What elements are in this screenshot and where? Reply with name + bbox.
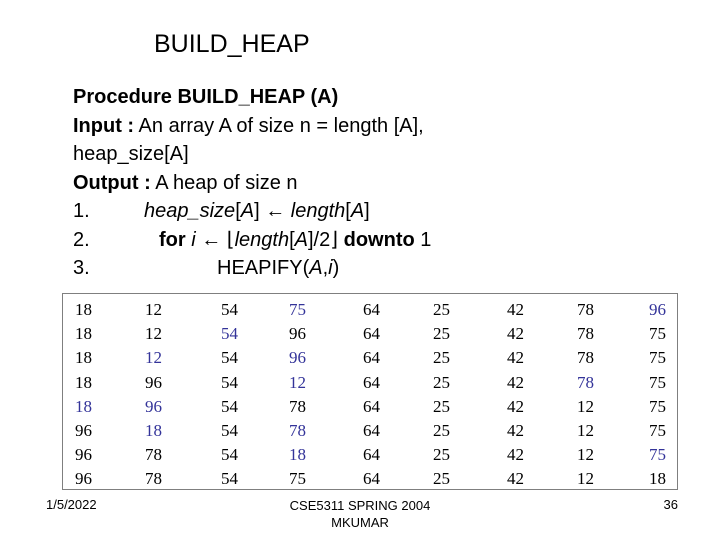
table-cell: 54	[221, 348, 238, 368]
table-cell: 54	[221, 300, 238, 319]
table-cell: 54	[221, 421, 238, 440]
table-cell: 75	[289, 300, 306, 319]
table-cell: 12	[577, 421, 594, 440]
table-cell: 96	[75, 469, 92, 489]
output-line	[73, 169, 431, 198]
step-1-bracket-close: ]	[364, 200, 370, 222]
footer-author: MKUMAR	[331, 515, 389, 530]
table-cell: 18	[75, 372, 92, 392]
table-cell: 64	[363, 421, 380, 440]
table-cell: 18	[289, 445, 306, 465]
step-2-A: A	[294, 228, 308, 251]
table-cell: 96	[145, 372, 162, 392]
table-cell: 64	[363, 300, 380, 319]
table-cell: 42	[507, 348, 524, 368]
table-cell: 25	[433, 300, 450, 319]
table-cell: 42	[507, 396, 524, 416]
step-3	[73, 254, 431, 283]
step-1-A-2: A	[350, 200, 365, 222]
table-cell: 78	[145, 445, 162, 465]
slide-title: BUILD_HEAP	[154, 30, 310, 58]
table-cell: 96	[649, 300, 666, 319]
table-cell: 18	[75, 300, 92, 319]
step-3-heapify: HEAPIFY(	[217, 257, 310, 279]
table-cell: 75	[649, 421, 666, 440]
table-cell: 78	[289, 396, 306, 416]
table-cell: 75	[649, 372, 666, 392]
step-2-length: length	[234, 228, 290, 251]
procedure-header: Procedure BUILD_HEAP (A)	[73, 86, 339, 108]
table-cell: 42	[507, 372, 524, 392]
table-cell: 12	[145, 324, 162, 344]
step-3-number: 3.	[73, 257, 90, 279]
table-cell: 64	[363, 396, 380, 416]
heap-trace-table	[62, 293, 678, 490]
table-cell: 54	[221, 469, 238, 489]
table-cell: 12	[289, 372, 306, 392]
table-cell: 25	[433, 445, 450, 465]
table-cell: 54	[221, 445, 238, 465]
output-label: Output :	[73, 171, 151, 194]
step-1-assign: ] ←	[254, 200, 291, 222]
table-cell: 25	[433, 469, 450, 489]
table-cell: 78	[145, 469, 162, 489]
step-2-rest: ]/2⌋	[308, 228, 344, 251]
table-cell: 12	[145, 300, 162, 319]
table-cell: 18	[75, 348, 92, 368]
table-cell: 96	[145, 396, 162, 416]
step-1-length: length	[290, 200, 346, 222]
table-cell: 25	[433, 348, 450, 368]
table-cell: 42	[507, 469, 524, 489]
input-text: An array A of size n = length [A],	[134, 114, 424, 137]
table-cell: 96	[289, 324, 306, 344]
table-cell: 78	[289, 421, 306, 440]
table-cell: 64	[363, 445, 380, 465]
output-text: A heap of size n	[150, 171, 298, 194]
table-cell: 25	[433, 421, 450, 440]
table-cell: 42	[507, 300, 524, 319]
table-cell: 18	[145, 421, 162, 440]
step-2-bracket: [	[289, 228, 295, 251]
step-2-downto-keyword: downto	[343, 228, 415, 251]
table-cell: 78	[577, 300, 594, 319]
table-cell: 64	[363, 372, 380, 392]
input-label: Input :	[73, 114, 135, 137]
table-cell: 12	[577, 469, 594, 489]
table-cell: 54	[221, 324, 238, 344]
table-cell: 54	[221, 396, 238, 416]
table-cell: 12	[145, 348, 162, 368]
table-cell: 25	[433, 372, 450, 392]
table-cell: 64	[363, 348, 380, 368]
step-3-close: )	[332, 257, 340, 279]
table-cell: 64	[363, 469, 380, 489]
procedure-block	[73, 83, 431, 283]
table-cell: 54	[221, 372, 238, 392]
table-cell: 25	[433, 324, 450, 344]
step-2-one: 1	[414, 228, 432, 251]
step-1-heapsize: heap_size	[144, 200, 236, 222]
footer-date: 1/5/2022	[46, 497, 97, 512]
table-cell: 96	[75, 421, 92, 440]
table-cell: 75	[649, 324, 666, 344]
footer-course: CSE5311 SPRING 2004	[289, 498, 431, 513]
table-cell: 78	[577, 372, 594, 392]
step-1	[73, 197, 431, 226]
step-3-comma: ,	[322, 257, 329, 279]
step-2	[73, 226, 431, 255]
table-cell: 75	[649, 445, 666, 465]
table-cell: 12	[577, 445, 594, 465]
table-cell: 96	[75, 445, 92, 465]
table-cell: 42	[507, 445, 524, 465]
step-1-bracket-open: [	[235, 200, 241, 222]
table-cell: 18	[649, 469, 666, 489]
table-cell: 42	[507, 421, 524, 440]
table-cell: 12	[577, 396, 594, 416]
step-3-A: A	[309, 257, 323, 279]
table-cell: 75	[289, 469, 306, 489]
table-cell: 18	[75, 324, 92, 344]
step-2-for-keyword: for	[159, 228, 186, 251]
footer-center	[260, 497, 460, 531]
input-line-2: heap_size[A]	[73, 143, 189, 165]
step-2-arrow-floor: ← ⌊	[201, 228, 235, 251]
step-1-number: 1.	[73, 200, 90, 222]
table-cell: 75	[649, 348, 666, 368]
table-cell: 64	[363, 324, 380, 344]
table-cell: 25	[433, 396, 450, 416]
table-cell: 42	[507, 324, 524, 344]
step-3-i: i	[328, 257, 333, 279]
table-cell: 78	[577, 348, 594, 368]
step-1-A: A	[240, 200, 255, 222]
input-line	[73, 112, 431, 141]
step-2-i: i	[185, 228, 202, 251]
step-2-number: 2.	[73, 228, 90, 251]
step-1-bracket-open-2: [	[345, 200, 351, 222]
table-cell: 75	[649, 396, 666, 416]
table-cell: 96	[289, 348, 306, 368]
table-cell: 18	[75, 396, 92, 416]
page-number: 36	[663, 497, 678, 512]
table-cell: 78	[577, 324, 594, 344]
